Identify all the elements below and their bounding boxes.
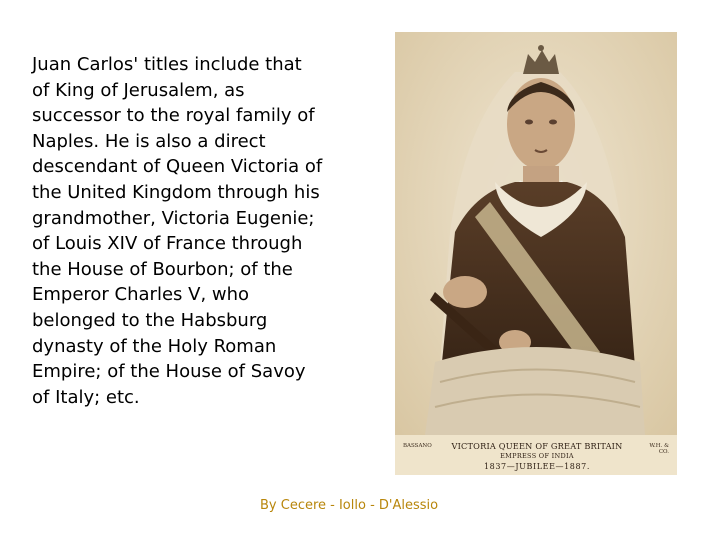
studio-mark-right: W.H. & CO. xyxy=(649,443,669,455)
footer-credit: By Cecere - Iollo - D'Alessio xyxy=(260,498,439,513)
studio-mark-left: BASSANO xyxy=(403,443,432,449)
queen-victoria-portrait xyxy=(395,32,677,475)
portrait-caption xyxy=(395,435,677,475)
portrait-illustration xyxy=(395,32,677,475)
caption-jubilee: 1837—JUBILEE—1887. xyxy=(483,462,591,471)
caption-title: VICTORIA QUEEN OF GREAT BRITAIN xyxy=(451,441,623,451)
caption-subtitle: EMPRESS OF INDIA xyxy=(500,452,574,460)
body-text: Juan Carlos' titles include that of King of Jerusalem, as successor to the royal family of Naples. He is also a direct descendant of Queen Victoria of the United Kingdom through his grandmother, Victoria Eugenie; of Louis XIV of France through the House of Bourbon; of the Emperor Charles V, who belonged to the Habsburg dynasty of the Holy Roman Empire; of the House of Savoy of Italy; etc. xyxy=(32,54,323,408)
